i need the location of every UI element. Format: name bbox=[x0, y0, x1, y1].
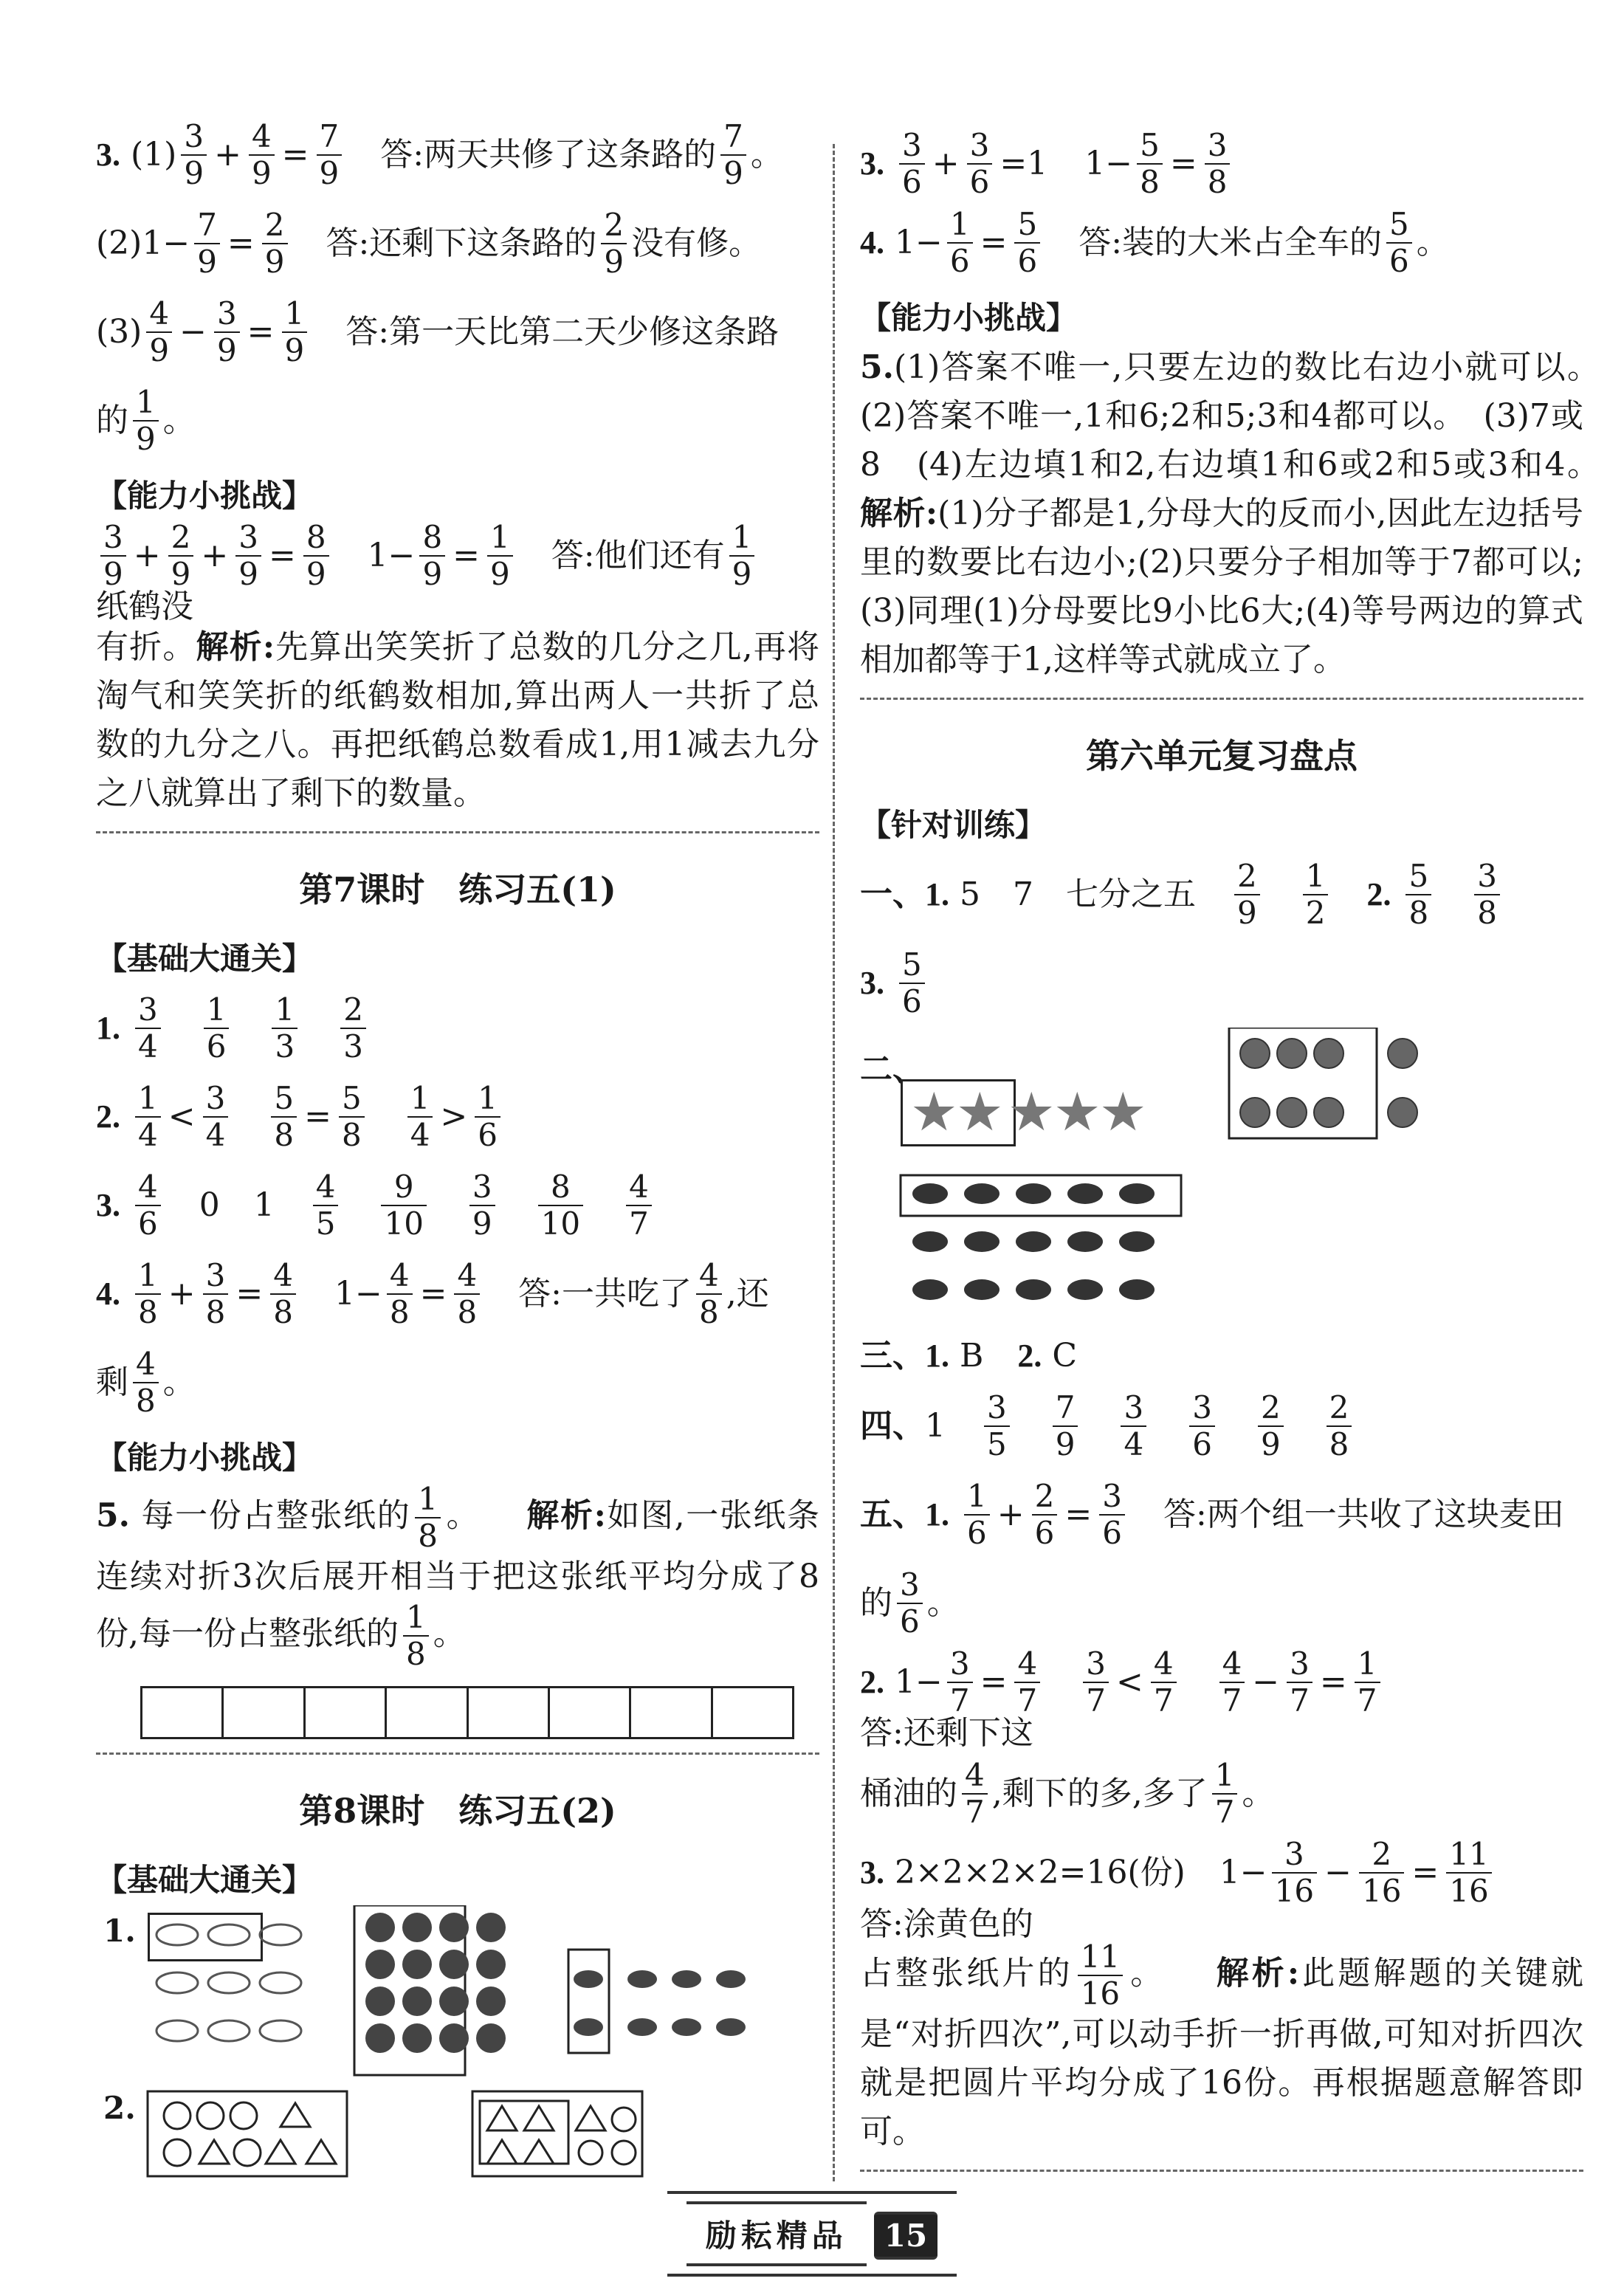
l7-q5: 5. 每一份占整张纸的 $\frac{1}{8}$ 。 解析:如图,一张纸条连续对折3次后展开相当于把这张纸平均分成了8份,每一份占整张纸的 $\frac{1}{8}$ 。 bbox=[96, 1481, 820, 1673]
section-heading: 【基础大通关】 bbox=[96, 1861, 314, 1898]
r-s5-2: 2. 1− $\frac{3}{7}$ = $\frac{4}{7}$ $\frac{3}{7}$ < $\frac{4}{7}$ $\frac{4}{7}$ − $\frac{3}{7}$ = $\frac{1}{7}$ 答:还剩下这 bbox=[860, 1648, 1583, 1750]
star-icon: ★ bbox=[1008, 1081, 1056, 1143]
shapes-icon bbox=[96, 2090, 805, 2186]
r-s5-2b: 桶油的 $\frac{4}{7}$ ,剩下的多,多了 $\frac{1}{7}$ 。 bbox=[860, 1757, 1275, 1831]
page-number: 15 bbox=[874, 2212, 937, 2260]
divider bbox=[96, 831, 819, 833]
r-s4: 四、 1 $\frac{3}{5}$ $\frac{7}{9}$ $\frac{3}{4}$ $\frac{3}{6}$ $\frac{2}{9}$ $\frac{2}{8}$ bbox=[860, 1382, 1583, 1471]
r-s1: 一、 1. 5 7 七分之五 $\frac{2}{9}$ $\frac{1}{2}$ 2. $\frac{5}{8}$ $\frac{3}{8}$ bbox=[860, 850, 1583, 939]
l-q3-3: (3) $\frac{4}{9}$ − $\frac{3}{9}$ = $\frac{1}{9}$ 答:第一天比第二天少修这条路 bbox=[96, 295, 780, 368]
section-heading: 【基础大通关】 bbox=[96, 940, 314, 977]
l8-q2-shapes: 2. bbox=[96, 2090, 819, 2186]
l8-q1-pictures: 1. bbox=[96, 1905, 819, 2090]
page-footer bbox=[0, 2191, 1624, 2277]
r-s2-pictures: 二、 ★ ★ ★ ★ ★ bbox=[860, 1028, 1583, 1330]
l7-q3: 3. $\frac{4}{6}$ 0 1 $\frac{4}{5}$ $\frac{9}{10}$ $\frac{3}{9}$ $\frac{8}{10}$ $\frac{4}{7}$ bbox=[96, 1161, 819, 1250]
lesson7-title: 第7课时 练习五(1) bbox=[299, 870, 616, 910]
section-heading: 【能力小挑战】 bbox=[860, 300, 1078, 337]
r-q3: 3. $\frac{3}{6}$ + $\frac{3}{6}$ =1 1− $\frac{5}{8}$ = $\frac{3}{8}$ bbox=[860, 129, 1583, 199]
star-icon: ★ bbox=[1099, 1081, 1147, 1143]
l-q3-1: 3. (1) $\frac{3}{9}$ + $\frac{4}{9}$ = $\frac{7}{9}$ 答:两天共修了这条路的 $\frac{7}{9}$ 。 bbox=[96, 117, 783, 191]
r-s5-1b: 的 $\frac{3}{6}$ 。 bbox=[860, 1566, 960, 1640]
flower-mushroom-icons bbox=[860, 1028, 1569, 1330]
bird-icon bbox=[96, 1905, 805, 2090]
star-icon: ★ bbox=[1053, 1081, 1101, 1143]
star-icon: ★ bbox=[956, 1081, 1004, 1143]
section-heading: 【针对训练】 bbox=[860, 807, 1047, 844]
section-heading: 【能力小挑战】 bbox=[96, 478, 314, 514]
l7-q2: 2. $\frac{1}{4}$ < $\frac{3}{4}$ $\frac{5}{8}$ = $\frac{5}{8}$ $\frac{1}{4}$ > $\frac{1}{6}$ bbox=[96, 1073, 819, 1161]
l7-q4b: 剩 $\frac{4}{8}$ 。 bbox=[96, 1346, 196, 1420]
l-q3-2: (2)1− $\frac{7}{9}$ = $\frac{2}{9}$ 答:还剩下这条路的 $\frac{2}{9}$ 没有修。 bbox=[96, 206, 762, 280]
unit6-title: 第六单元复习盘点 bbox=[1086, 736, 1358, 777]
section-heading: 【能力小挑战】 bbox=[96, 1439, 314, 1476]
r-s5-3b: 占整张纸片的 $\frac{11}{16}$ 。 解析:此题解题的关键就是“对折四次”,可以动手折一折再做,可知对折四次就是把圆片平均分成了16份。再根据题意解答即可。 bbox=[860, 1938, 1584, 2150]
divider bbox=[860, 698, 1583, 700]
l-challenge-para: 有折。解析:先算出笑笑折了总数的几分之几,再将淘气和笑笑折的纸鹤数相加,算出两人一共折了总数的九分之八。再把纸鹤总数看成1,用1减去九分之八就算出了剩下的数量。 bbox=[96, 628, 819, 813]
l7-q1: 1. $\frac{3}{4}$ $\frac{1}{6}$ $\frac{1}{3}$ $\frac{2}{3}$ bbox=[96, 984, 819, 1073]
column-divider bbox=[833, 144, 835, 2181]
r-q5: 5.(1)答案不唯一,只要左边的数比右边小就可以。 (2)答案不唯一,1和6;2和5;3和4都可以。 (3)7或8 (4)左边填1和2,右边填1和6或2和5或3和4。 解析:(1)分子都是1,分母大的反而小,因此左边括号里的数要比右边小;(2)只要分子相加等于7都可以;(3)同理(1)分母要比9小比6大;(4)等号两边的算式相加都等于1,这样等式就成立了。 bbox=[860, 348, 1616, 679]
brand-label: 励耘精品 bbox=[687, 2201, 867, 2266]
star-icon: ★ bbox=[910, 1081, 958, 1143]
l-challenge-eq: $\frac{3}{9}$ + $\frac{2}{9}$ + $\frac{3}{9}$ = $\frac{8}{9}$ 1− $\frac{8}{9}$ = $\frac{1}{9}$ 答:他们还有 $\frac{1}{9}$ 纸鹤没 bbox=[96, 521, 819, 623]
r-s1-q3: 3. $\frac{5}{6}$ bbox=[860, 939, 1583, 1028]
fraction: $\frac{3}{9}$ bbox=[181, 120, 207, 190]
r-s5-1: 五、 1. $\frac{1}{6}$ + $\frac{2}{6}$ = $\frac{3}{6}$ 答:两个组一共收了这块麦田 bbox=[860, 1478, 1564, 1552]
divider bbox=[96, 1752, 819, 1755]
r-s3: 三、 1. B 2. C bbox=[860, 1337, 1078, 1375]
r-q4: 4. 1− $\frac{1}{6}$ = $\frac{5}{6}$ 答:装的大米占全车的 $\frac{5}{6}$ 。 bbox=[860, 206, 1449, 280]
divider bbox=[860, 2170, 1583, 2172]
paper-strip-diagram bbox=[140, 1686, 794, 1739]
left-column bbox=[96, 111, 819, 2186]
right-column bbox=[860, 127, 1616, 2185]
lesson8-title: 第8课时 练习五(2) bbox=[299, 1790, 616, 1831]
l7-q4: 4. $\frac{1}{8}$ + $\frac{3}{8}$ = $\frac{4}{8}$ 1− $\frac{4}{8}$ = $\frac{4}{8}$ 答:一共吃了 $\frac{4}{8}$ ,还 bbox=[96, 1257, 769, 1331]
r-s5-3: 3. 2×2×2×2=16(份) 1− $\frac{3}{16}$ − $\frac{2}{16}$ = $\frac{11}{16}$ 答:涂黄色的 bbox=[860, 1838, 1583, 1940]
l-q3-3b: 的 $\frac{1}{9}$ 。 bbox=[96, 383, 196, 457]
